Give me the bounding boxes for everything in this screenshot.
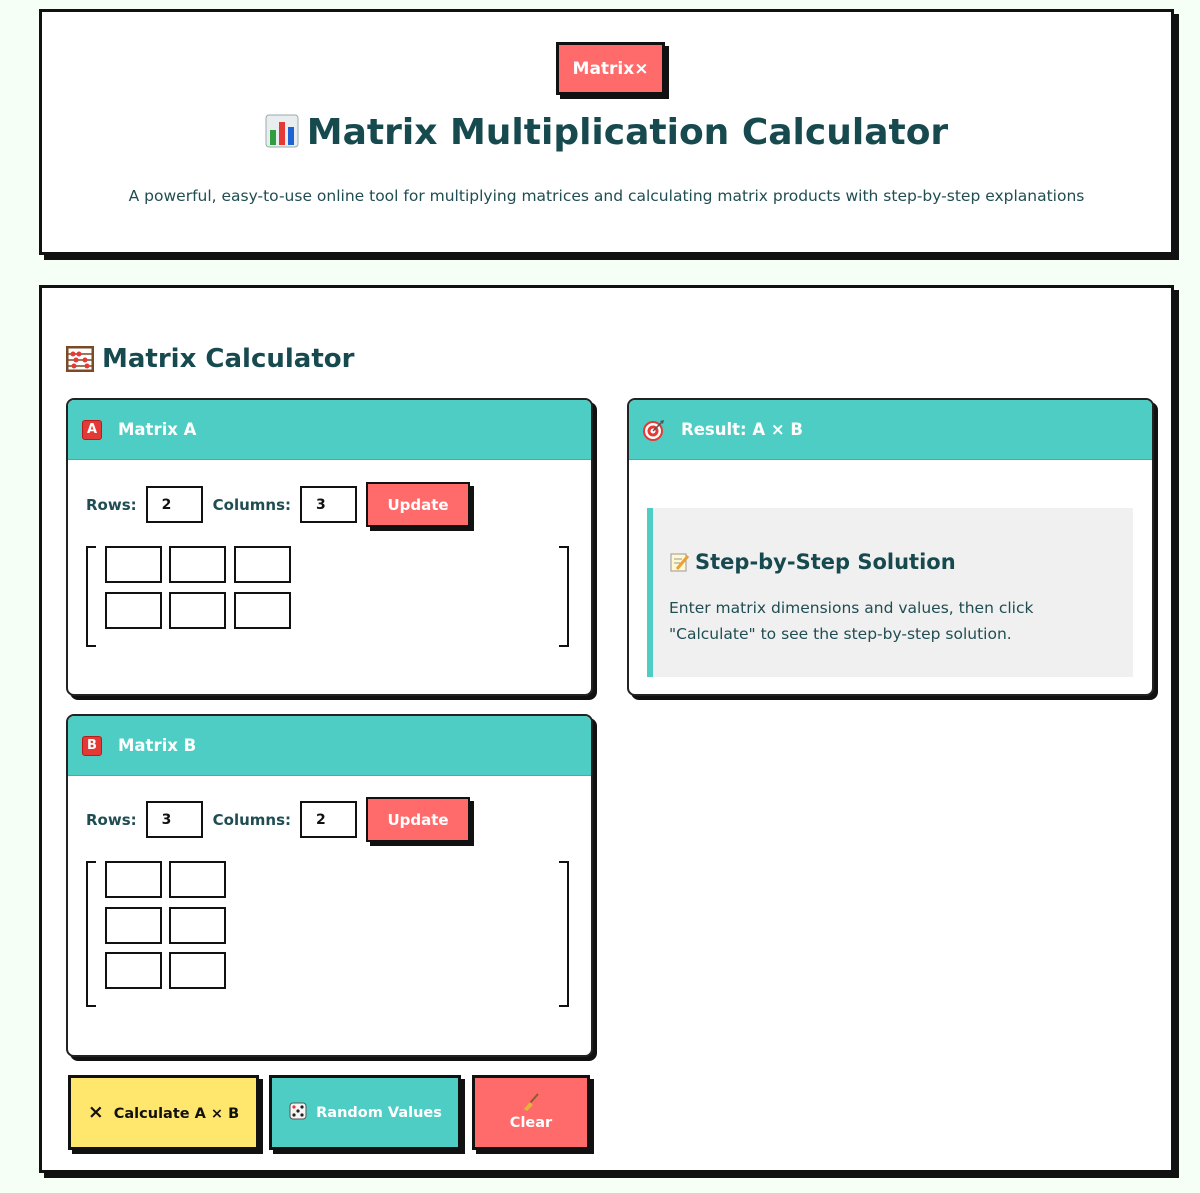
solution-title <box>669 550 956 574</box>
multiply-icon: × <box>87 1100 104 1123</box>
random-values-button[interactable] <box>269 1075 461 1150</box>
matrix-a-cell[interactable] <box>105 592 162 629</box>
matrix-a-cell[interactable] <box>105 546 162 583</box>
matrix-b-panel <box>66 714 593 1057</box>
section-title-text: Matrix Calculator <box>102 344 355 374</box>
page-subtitle: A powerful, easy-to-use online tool for multiplying matrices and calculating matrix products with step-by-step explanations <box>128 187 1085 205</box>
matrix-a-cell[interactable] <box>169 592 226 629</box>
matrix-a-rows-input[interactable] <box>146 486 203 523</box>
matrix-a-header <box>68 400 591 460</box>
solution-title-text: Step-by-Step Solution <box>695 550 956 574</box>
abacus-icon <box>66 346 94 372</box>
matrix-b-cell[interactable] <box>105 861 162 898</box>
section-title <box>66 344 354 374</box>
target-icon <box>643 419 665 441</box>
result-heading: Result: A × B <box>681 420 804 439</box>
matrix-a-cell[interactable] <box>169 546 226 583</box>
matrix-b-update-button[interactable]: Update <box>366 797 470 842</box>
matrix-bracket-left <box>86 861 96 1007</box>
bar-chart-icon <box>265 114 299 148</box>
brand-logo[interactable]: Matrix× <box>556 42 665 95</box>
matrix-b-cell[interactable] <box>105 907 162 944</box>
matrix-b-cell[interactable] <box>169 952 226 989</box>
columns-label: Columns: <box>212 495 292 514</box>
matrix-bracket-right <box>559 546 569 647</box>
clear-label: Clear <box>509 1114 553 1131</box>
calculate-label: Calculate A × B <box>113 1105 240 1122</box>
page-title <box>42 112 1171 153</box>
matrix-b-heading: Matrix B <box>118 736 197 755</box>
calculate-button[interactable] <box>68 1075 259 1150</box>
matrix-b-rows-input[interactable] <box>146 801 203 838</box>
rows-label: Rows: <box>86 495 137 514</box>
result-panel <box>627 398 1154 696</box>
columns-label: Columns: <box>212 810 292 829</box>
solution-text: Enter matrix dimensions and values, then click "Calculate" to see the step-by-step solution. <box>669 599 1034 643</box>
matrix-a-cell[interactable] <box>234 592 291 629</box>
broom-icon <box>521 1092 541 1112</box>
page-title-text: Matrix Multiplication Calculator <box>306 112 949 153</box>
result-header <box>629 400 1152 460</box>
matrix-b-cell[interactable] <box>105 952 162 989</box>
memo-icon <box>669 552 689 572</box>
matrix-b-header <box>68 716 591 776</box>
matrix-bracket-right <box>559 861 569 1007</box>
matrix-bracket-left <box>86 546 96 647</box>
rows-label: Rows: <box>86 810 137 829</box>
clear-button[interactable] <box>472 1075 590 1150</box>
matrix-b-cell[interactable] <box>169 907 226 944</box>
letter-a-icon: A <box>82 420 102 440</box>
random-label: Random Values <box>316 1105 442 1121</box>
matrix-a-cell[interactable] <box>234 546 291 583</box>
matrix-a-columns-input[interactable] <box>300 486 357 523</box>
matrix-a-heading: Matrix A <box>118 420 197 439</box>
calculator-card <box>39 285 1174 1173</box>
matrix-a-panel <box>66 398 593 696</box>
solution-box <box>647 508 1133 677</box>
matrix-b-columns-input[interactable] <box>300 801 357 838</box>
matrix-b-dimensions <box>86 797 470 842</box>
matrix-a-update-button[interactable]: Update <box>366 482 470 527</box>
letter-b-icon: B <box>82 736 102 756</box>
matrix-a-dimensions <box>86 482 470 527</box>
header-card <box>39 9 1174 255</box>
matrix-b-cell[interactable] <box>169 861 226 898</box>
dice-icon <box>288 1101 308 1121</box>
